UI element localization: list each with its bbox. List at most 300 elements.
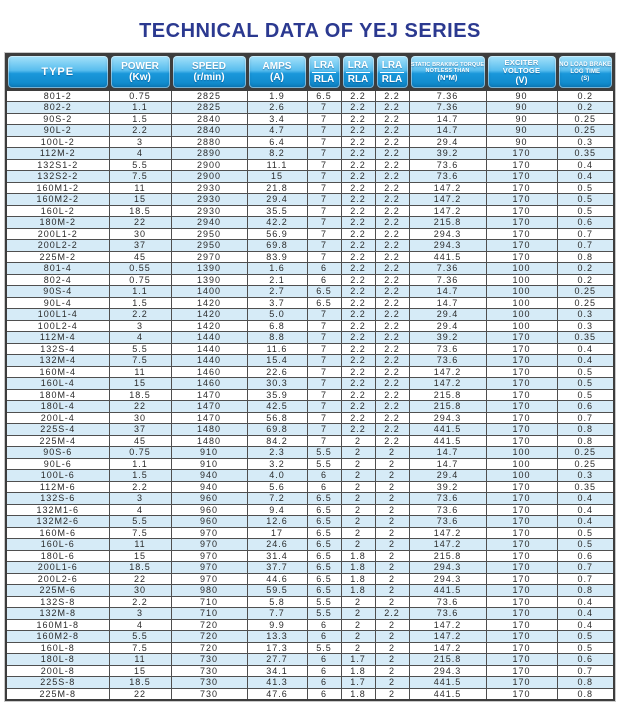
- cell-voltage: 100: [486, 274, 557, 286]
- cell-voltage: 170: [486, 504, 557, 516]
- cell-lra2: 2: [341, 527, 375, 539]
- cell-lra3: 2.2: [375, 389, 409, 401]
- cell-lra1: 7: [307, 171, 341, 183]
- cell-time: 0.2: [557, 102, 614, 114]
- cell-amps: 1.6: [247, 263, 307, 275]
- cell-voltage: 100: [486, 309, 557, 321]
- cell-time: 0.7: [557, 240, 614, 252]
- cell-power: 3: [109, 320, 171, 332]
- cell-lra1: 6.5: [307, 493, 341, 505]
- cell-speed: 960: [171, 493, 247, 505]
- cell-lra3: 2.2: [375, 263, 409, 275]
- cell-power: 2.2: [109, 481, 171, 493]
- cell-time: 0.35: [557, 332, 614, 344]
- cell-lra2: 1.8: [341, 562, 375, 574]
- cell-amps: 69.8: [247, 424, 307, 436]
- cell-speed: 940: [171, 481, 247, 493]
- table-row: [6, 550, 614, 562]
- cell-torque: 441.5: [409, 435, 486, 447]
- table-row: [6, 320, 614, 332]
- cell-type: 160M2-8: [6, 631, 109, 643]
- cell-time: 0.3: [557, 136, 614, 148]
- cell-amps: 24.6: [247, 539, 307, 551]
- cell-type: 200L1-2: [6, 228, 109, 240]
- table-row: [6, 378, 614, 390]
- cell-lra2: 2.2: [341, 125, 375, 137]
- cell-speed: 960: [171, 504, 247, 516]
- cell-lra3: 2: [375, 516, 409, 528]
- cell-torque: 147.2: [409, 527, 486, 539]
- cell-lra1: 6: [307, 665, 341, 677]
- cell-time: 0.2: [557, 274, 614, 286]
- cell-type: 200L2-2: [6, 240, 109, 252]
- cell-voltage: 100: [486, 458, 557, 470]
- cell-speed: 1480: [171, 424, 247, 436]
- cell-lra1: 7: [307, 366, 341, 378]
- cell-type: 180M-2: [6, 217, 109, 229]
- cell-time: 0.5: [557, 527, 614, 539]
- cell-time: 0.5: [557, 194, 614, 206]
- cell-torque: 39.2: [409, 481, 486, 493]
- cell-time: 0.6: [557, 401, 614, 413]
- cell-power: 45: [109, 435, 171, 447]
- cell-torque: 14.7: [409, 447, 486, 459]
- cell-torque: 215.8: [409, 654, 486, 666]
- cell-amps: 2.3: [247, 447, 307, 459]
- cell-lra1: 5.5: [307, 596, 341, 608]
- cell-lra2: 2.2: [341, 251, 375, 263]
- cell-voltage: 170: [486, 251, 557, 263]
- cell-type: 802-2: [6, 102, 109, 114]
- cell-type: 132M-8: [6, 608, 109, 620]
- cell-power: 0.75: [109, 274, 171, 286]
- cell-type: 225M-2: [6, 251, 109, 263]
- cell-amps: 42.5: [247, 401, 307, 413]
- cell-speed: 1460: [171, 378, 247, 390]
- cell-power: 1.5: [109, 297, 171, 309]
- cell-lra2: 2: [341, 447, 375, 459]
- cell-amps: 9.9: [247, 619, 307, 631]
- cell-time: 0.4: [557, 355, 614, 367]
- cell-power: 2.2: [109, 309, 171, 321]
- cell-voltage: 170: [486, 642, 557, 654]
- cell-amps: 9.4: [247, 504, 307, 516]
- cell-power: 5.5: [109, 631, 171, 643]
- cell-type: 160M-4: [6, 366, 109, 378]
- cell-type: 160M-6: [6, 527, 109, 539]
- table-row: [6, 539, 614, 551]
- cell-torque: 147.2: [409, 182, 486, 194]
- cell-lra1: 7: [307, 113, 341, 125]
- cell-voltage: 170: [486, 527, 557, 539]
- cell-lra2: 2: [341, 470, 375, 482]
- cell-lra2: 2: [341, 435, 375, 447]
- header-text-line: (Kw): [129, 72, 151, 84]
- cell-type: 160L-6: [6, 539, 109, 551]
- cell-lra2: 2.2: [341, 309, 375, 321]
- cell-power: 22: [109, 217, 171, 229]
- cell-lra3: 2.2: [375, 343, 409, 355]
- cell-speed: 2840: [171, 113, 247, 125]
- cell-time: 0.2: [557, 90, 614, 102]
- cell-type: 200L-4: [6, 412, 109, 424]
- cell-power: 15: [109, 378, 171, 390]
- cell-voltage: 170: [486, 240, 557, 252]
- cell-speed: 960: [171, 516, 247, 528]
- table-row: [6, 355, 614, 367]
- cell-type: 180L-4: [6, 401, 109, 413]
- column-header-label-type: [8, 56, 108, 88]
- cell-lra2: 2.2: [341, 136, 375, 148]
- cell-speed: 720: [171, 619, 247, 631]
- cell-speed: 1470: [171, 401, 247, 413]
- cell-time: 0.8: [557, 435, 614, 447]
- column-header-lra2: [341, 54, 375, 90]
- cell-power: 30: [109, 585, 171, 597]
- cell-voltage: 170: [486, 677, 557, 689]
- cell-amps: 17.3: [247, 642, 307, 654]
- cell-lra2: 2: [341, 504, 375, 516]
- cell-speed: 1470: [171, 389, 247, 401]
- table-row: [6, 665, 614, 677]
- cell-power: 3: [109, 136, 171, 148]
- cell-lra3: 2: [375, 550, 409, 562]
- table-row: [6, 447, 614, 459]
- cell-amps: 22.6: [247, 366, 307, 378]
- cell-type: 225M-4: [6, 435, 109, 447]
- cell-amps: 84.2: [247, 435, 307, 447]
- cell-power: 3: [109, 608, 171, 620]
- cell-lra1: 7: [307, 378, 341, 390]
- cell-lra2: 2: [341, 631, 375, 643]
- cell-lra1: 6.5: [307, 504, 341, 516]
- cell-lra2: 2.2: [341, 286, 375, 298]
- table-row: [6, 619, 614, 631]
- cell-type: 225M-8: [6, 688, 109, 700]
- cell-torque: 441.5: [409, 688, 486, 700]
- table-row: [6, 458, 614, 470]
- cell-power: 7.5: [109, 171, 171, 183]
- cell-amps: 21.8: [247, 182, 307, 194]
- cell-time: 0.8: [557, 251, 614, 263]
- cell-power: 11: [109, 366, 171, 378]
- cell-torque: 73.6: [409, 516, 486, 528]
- cell-lra1: 7: [307, 309, 341, 321]
- cell-lra3: 2.2: [375, 435, 409, 447]
- cell-type: 801-4: [6, 263, 109, 275]
- cell-type: 802-4: [6, 274, 109, 286]
- cell-lra2: 1.7: [341, 677, 375, 689]
- column-header-type: [6, 54, 109, 90]
- cell-speed: 1460: [171, 366, 247, 378]
- cell-lra3: 2.2: [375, 171, 409, 183]
- cell-voltage: 170: [486, 424, 557, 436]
- cell-power: 18.5: [109, 389, 171, 401]
- cell-speed: 2930: [171, 182, 247, 194]
- cell-amps: 6.4: [247, 136, 307, 148]
- table-row: [6, 90, 614, 102]
- column-header-lra3: [375, 54, 409, 90]
- cell-speed: 1390: [171, 263, 247, 275]
- cell-time: 0.4: [557, 493, 614, 505]
- cell-speed: 2950: [171, 228, 247, 240]
- cell-lra3: 2.2: [375, 378, 409, 390]
- cell-lra2: 2.2: [341, 389, 375, 401]
- cell-torque: 73.6: [409, 596, 486, 608]
- cell-lra1: 6: [307, 481, 341, 493]
- cell-lra3: 2.2: [375, 608, 409, 620]
- cell-torque: 73.6: [409, 159, 486, 171]
- cell-time: 0.5: [557, 366, 614, 378]
- cell-lra1: 5.5: [307, 458, 341, 470]
- cell-speed: 980: [171, 585, 247, 597]
- cell-torque: 29.4: [409, 136, 486, 148]
- cell-lra1: 7: [307, 332, 341, 344]
- cell-torque: 147.2: [409, 378, 486, 390]
- table-row: [6, 596, 614, 608]
- cell-torque: 73.6: [409, 171, 486, 183]
- cell-lra1: 6: [307, 654, 341, 666]
- cell-power: 15: [109, 550, 171, 562]
- cell-type: 90S-6: [6, 447, 109, 459]
- cell-speed: 730: [171, 677, 247, 689]
- cell-speed: 730: [171, 654, 247, 666]
- cell-lra2: 2.2: [341, 205, 375, 217]
- cell-speed: 2940: [171, 217, 247, 229]
- cell-voltage: 170: [486, 435, 557, 447]
- cell-power: 0.75: [109, 90, 171, 102]
- cell-lra1: 6.5: [307, 527, 341, 539]
- cell-voltage: 170: [486, 366, 557, 378]
- table-row: [6, 493, 614, 505]
- cell-time: 0.7: [557, 228, 614, 240]
- cell-lra2: 2.2: [341, 240, 375, 252]
- cell-lra1: 6.5: [307, 573, 341, 585]
- header-text-line: NOTLESS THAN: [425, 68, 470, 75]
- cell-speed: 710: [171, 596, 247, 608]
- cell-torque: 7.36: [409, 274, 486, 286]
- cell-power: 1.5: [109, 470, 171, 482]
- cell-amps: 56.8: [247, 412, 307, 424]
- cell-lra3: 2: [375, 539, 409, 551]
- cell-power: 5.5: [109, 516, 171, 528]
- cell-amps: 5.8: [247, 596, 307, 608]
- cell-type: 180M-4: [6, 389, 109, 401]
- cell-type: 90L-2: [6, 125, 109, 137]
- cell-power: 0.55: [109, 263, 171, 275]
- table-row: [6, 573, 614, 585]
- cell-lra2: 2: [341, 516, 375, 528]
- cell-type: 100L2-4: [6, 320, 109, 332]
- cell-time: 0.6: [557, 550, 614, 562]
- cell-speed: 2970: [171, 251, 247, 263]
- cell-type: 100L1-4: [6, 309, 109, 321]
- table-row: [6, 286, 614, 298]
- cell-lra3: 2.2: [375, 205, 409, 217]
- cell-lra3: 2.2: [375, 412, 409, 424]
- cell-time: 0.8: [557, 688, 614, 700]
- cell-torque: 39.2: [409, 148, 486, 160]
- cell-torque: 14.7: [409, 113, 486, 125]
- cell-type: 132M2-6: [6, 516, 109, 528]
- column-header-label-lra3: [377, 56, 408, 88]
- cell-power: 18.5: [109, 205, 171, 217]
- cell-amps: 56.9: [247, 228, 307, 240]
- cell-lra2: 2.2: [341, 228, 375, 240]
- column-header-label-lra1: [309, 56, 340, 88]
- cell-time: 0.3: [557, 320, 614, 332]
- cell-lra3: 2.2: [375, 113, 409, 125]
- table-row: [6, 516, 614, 528]
- cell-speed: 1420: [171, 309, 247, 321]
- column-header-label-torque: [411, 56, 485, 88]
- cell-torque: 29.4: [409, 309, 486, 321]
- cell-lra1: 6.5: [307, 90, 341, 102]
- cell-speed: 970: [171, 562, 247, 574]
- cell-lra3: 2: [375, 596, 409, 608]
- cell-speed: 2890: [171, 148, 247, 160]
- cell-lra3: 2.2: [375, 251, 409, 263]
- cell-voltage: 170: [486, 585, 557, 597]
- cell-lra3: 2.2: [375, 125, 409, 137]
- cell-time: 0.5: [557, 539, 614, 551]
- cell-torque: 294.3: [409, 228, 486, 240]
- cell-lra3: 2.2: [375, 194, 409, 206]
- cell-amps: 13.3: [247, 631, 307, 643]
- cell-lra2: 1.8: [341, 573, 375, 585]
- header-fraction-denominator: RLA: [381, 73, 403, 85]
- table-row: [6, 263, 614, 275]
- cell-time: 0.5: [557, 378, 614, 390]
- cell-power: 11: [109, 539, 171, 551]
- cell-type: 160M1-2: [6, 182, 109, 194]
- cell-lra2: 2.2: [341, 401, 375, 413]
- cell-amps: 12.6: [247, 516, 307, 528]
- cell-amps: 34.1: [247, 665, 307, 677]
- cell-speed: 730: [171, 665, 247, 677]
- cell-time: 0.8: [557, 677, 614, 689]
- cell-type: 200L-8: [6, 665, 109, 677]
- cell-power: 5.5: [109, 159, 171, 171]
- cell-type: 160L-8: [6, 642, 109, 654]
- column-header-label-time: [559, 56, 613, 88]
- cell-time: 0.4: [557, 343, 614, 355]
- table-row: [6, 654, 614, 666]
- cell-voltage: 170: [486, 378, 557, 390]
- cell-lra1: 7: [307, 424, 341, 436]
- cell-lra1: 6: [307, 677, 341, 689]
- cell-lra2: 2.2: [341, 355, 375, 367]
- table-row: [6, 608, 614, 620]
- cell-lra3: 2: [375, 677, 409, 689]
- cell-type: 90S-2: [6, 113, 109, 125]
- cell-torque: 29.4: [409, 320, 486, 332]
- cell-speed: 2900: [171, 159, 247, 171]
- cell-power: 11: [109, 654, 171, 666]
- cell-voltage: 170: [486, 493, 557, 505]
- cell-torque: 73.6: [409, 355, 486, 367]
- cell-time: 0.25: [557, 125, 614, 137]
- cell-amps: 27.7: [247, 654, 307, 666]
- cell-speed: 710: [171, 608, 247, 620]
- cell-time: 0.25: [557, 286, 614, 298]
- cell-lra2: 2.2: [341, 113, 375, 125]
- cell-lra2: 1.8: [341, 665, 375, 677]
- cell-type: 100L-2: [6, 136, 109, 148]
- cell-amps: 2.6: [247, 102, 307, 114]
- cell-lra3: 2: [375, 447, 409, 459]
- cell-lra3: 2.2: [375, 90, 409, 102]
- cell-power: 15: [109, 665, 171, 677]
- cell-lra3: 2.2: [375, 240, 409, 252]
- header-text-line: POWER: [121, 61, 159, 73]
- cell-voltage: 170: [486, 412, 557, 424]
- cell-type: 132S2-2: [6, 171, 109, 183]
- cell-lra3: 2: [375, 470, 409, 482]
- header-fraction-numerator: LRA: [381, 59, 403, 71]
- header-text-line: (A): [270, 72, 284, 84]
- header-text-line: STATIC BRAKING TORQUE: [410, 62, 485, 69]
- header-fraction-numerator: LRA: [347, 59, 369, 71]
- header-fraction-denominator: RLA: [313, 73, 335, 85]
- cell-power: 22: [109, 573, 171, 585]
- cell-voltage: 100: [486, 447, 557, 459]
- header-text-line: (V): [515, 74, 528, 85]
- table-row: [6, 631, 614, 643]
- cell-speed: 720: [171, 631, 247, 643]
- cell-power: 4: [109, 619, 171, 631]
- cell-voltage: 170: [486, 217, 557, 229]
- cell-voltage: 170: [486, 608, 557, 620]
- cell-lra2: 2: [341, 481, 375, 493]
- cell-lra2: 1.8: [341, 688, 375, 700]
- table-row: [6, 389, 614, 401]
- cell-time: 0.7: [557, 665, 614, 677]
- cell-torque: 294.3: [409, 665, 486, 677]
- cell-lra3: 2: [375, 619, 409, 631]
- cell-type: 90S-4: [6, 286, 109, 298]
- cell-lra1: 7: [307, 148, 341, 160]
- cell-torque: 14.7: [409, 125, 486, 137]
- table-row: [6, 240, 614, 252]
- cell-lra1: 7: [307, 182, 341, 194]
- cell-torque: 73.6: [409, 608, 486, 620]
- cell-time: 0.4: [557, 504, 614, 516]
- cell-lra2: 2.2: [341, 320, 375, 332]
- table-row: [6, 171, 614, 183]
- cell-lra1: 6: [307, 470, 341, 482]
- cell-speed: 1440: [171, 343, 247, 355]
- cell-amps: 31.4: [247, 550, 307, 562]
- header-text-line: AMPS: [262, 61, 292, 73]
- cell-torque: 7.36: [409, 263, 486, 275]
- cell-speed: 2950: [171, 240, 247, 252]
- cell-lra1: 7: [307, 194, 341, 206]
- cell-lra2: 2.2: [341, 102, 375, 114]
- table-row: [6, 585, 614, 597]
- cell-voltage: 170: [486, 171, 557, 183]
- cell-amps: 30.3: [247, 378, 307, 390]
- cell-time: 0.4: [557, 171, 614, 183]
- cell-lra3: 2.2: [375, 309, 409, 321]
- cell-voltage: 170: [486, 355, 557, 367]
- cell-voltage: 170: [486, 194, 557, 206]
- cell-speed: 910: [171, 458, 247, 470]
- table-row: [6, 424, 614, 436]
- column-header-label-speed: [173, 56, 246, 88]
- cell-time: 0.5: [557, 182, 614, 194]
- cell-type: 180L-6: [6, 550, 109, 562]
